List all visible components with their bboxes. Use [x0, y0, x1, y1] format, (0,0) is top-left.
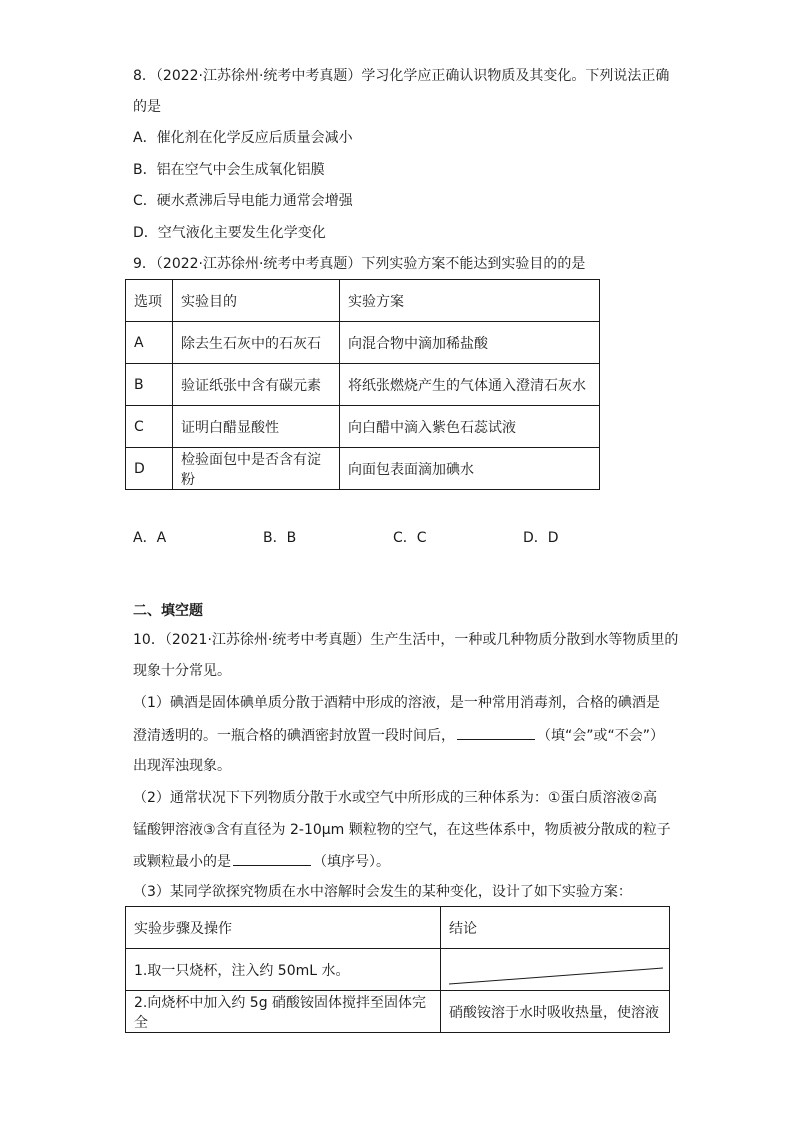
table-cell: 证明白醋显酸性	[173, 406, 340, 448]
table-header-cell: 实验步骤及操作	[126, 907, 441, 949]
table-cell: A	[126, 322, 173, 364]
table-cell: D	[126, 448, 173, 490]
table-row	[126, 406, 600, 448]
table-header-cell: 选项	[126, 280, 173, 322]
table-cell: 验证纸张中含有碳元素	[173, 364, 340, 406]
table-cell: 向面包表面滴加碘水	[340, 448, 600, 490]
q9-choice-b: B．B	[263, 530, 297, 546]
q8-option-b: B．铝在空气中会生成氧化铝膜	[133, 162, 325, 178]
q9-choice-a: A．A	[133, 530, 167, 546]
table-cell: 向白醋中滴入紫色石蕊试液	[340, 406, 600, 448]
table-row	[126, 364, 600, 406]
q8-option-d: D．空气液化主要发生化学变化	[133, 225, 326, 241]
q9-table	[125, 279, 600, 490]
q9-choice-c: C．C	[393, 530, 427, 546]
table-row	[126, 322, 600, 364]
table-row	[126, 991, 670, 1033]
table-header-cell: 结论	[441, 907, 670, 949]
q10-part1-blank[interactable]	[457, 725, 535, 740]
table-header-cell: 实验方案	[340, 280, 600, 322]
q10-part3-line1: （3）某同学欲探究物质在水中溶解时会发生的某种变化，设计了如下实验方案：	[133, 884, 632, 900]
q10-stem-line2: 现象十分常见。	[133, 663, 231, 679]
table-cell: 1.取一只烧杯，注入约 50mL 水。	[126, 949, 441, 991]
table-header-cell: 实验目的	[173, 280, 340, 322]
q8-stem-line2: 的是	[133, 99, 161, 115]
q9-choice-d: D．D	[523, 530, 559, 546]
q8-option-a: A．催化剂在化学反应后质量会减小	[133, 130, 353, 146]
q10-part1-line3: 出现浑浊现象。	[133, 758, 231, 774]
table-cell: 除去生石灰中的石灰石	[173, 322, 340, 364]
q10-part2-text-b: （填序号）。	[313, 854, 390, 870]
q8-option-c: C．硬水煮沸后导电能力通常会增强	[133, 193, 353, 209]
table-header-row	[126, 280, 600, 322]
q10-part2-line1: （2）通常状况下下列物质分散于水或空气中所形成的三种体系为：①蛋白质溶液②高	[133, 790, 658, 806]
q10-part2-line3	[133, 851, 390, 872]
q10-table	[125, 906, 670, 1033]
q10-part1-line2	[133, 725, 664, 746]
diagonal-line	[441, 949, 669, 990]
q10-part2-line2: 锰酸钾溶液③含有直径为 2-10μm 颗粒物的空气，在这些体系中，物质被分散成的粒子	[133, 822, 671, 838]
table-cell: 硝酸铵溶于水时吸收热量，使溶液	[441, 991, 670, 1033]
q10-part2-text-a: 或颗粒最小的是	[133, 854, 231, 870]
q10-part1-text-a: 澄清透明的。一瓶合格的碘酒密封放置一段时间后，	[133, 728, 455, 744]
q9-choices	[133, 527, 653, 547]
q10-part1-text-b: （填“会”或“不会”）	[537, 728, 665, 744]
table-row	[126, 448, 600, 490]
table-cell: 向混合物中滴加稀盐酸	[340, 322, 600, 364]
q10-stem-line1: 10．（2021·江苏徐州·统考中考真题）生产生活中，一种或几种物质分散到水等物质里的	[133, 632, 679, 648]
q10-part2-blank[interactable]	[233, 851, 311, 866]
table-cell: 将纸张燃烧产生的气体通入澄清石灰水	[340, 364, 600, 406]
table-cell-diagonal	[441, 949, 670, 991]
q8-stem-line1: 8．（2022·江苏徐州·统考中考真题）学习化学应正确认识物质及其变化。下列说法正确	[133, 68, 670, 84]
q10-part1-line1: （1）碘酒是固体碘单质分散于酒精中形成的溶液，是一种常用消毒剂，合格的碘酒是	[133, 695, 660, 711]
table-cell: 2.向烧杯中加入约 5g 硝酸铵固体搅拌至固体完全	[126, 991, 441, 1033]
section-title: 二、填空题	[133, 603, 203, 619]
table-cell: 检验面包中是否含有淀粉	[173, 448, 340, 490]
table-header-row	[126, 907, 670, 949]
q9-stem: 9．（2022·江苏徐州·统考中考真题）下列实验方案不能达到实验目的的是	[133, 256, 586, 272]
table-row	[126, 949, 670, 991]
table-cell: C	[126, 406, 173, 448]
table-cell: B	[126, 364, 173, 406]
